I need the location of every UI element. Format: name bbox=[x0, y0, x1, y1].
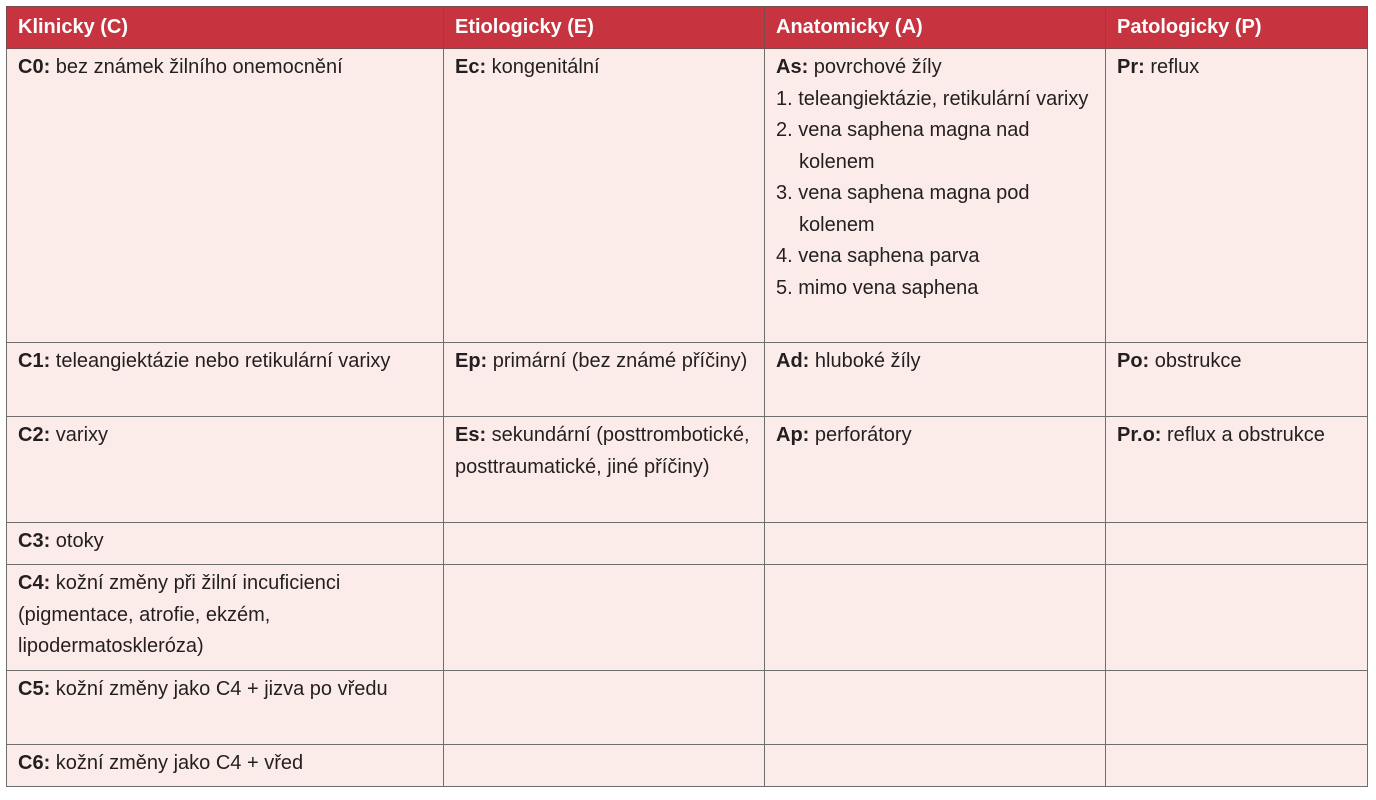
cell-etiological bbox=[444, 343, 765, 417]
cell-text: perforátory bbox=[809, 424, 912, 446]
cell-pathological bbox=[1106, 417, 1368, 523]
cell-text: kožní změny jako C4 + jizva po vředu bbox=[50, 678, 388, 700]
table-body bbox=[7, 49, 1368, 787]
cell-text: teleangiektázie nebo retikulární varixy bbox=[50, 350, 391, 372]
cell-code: C2: bbox=[18, 424, 51, 446]
cell-clinical bbox=[7, 565, 444, 671]
list-item: 4. vena saphena parva bbox=[776, 245, 980, 267]
cell-pathological-empty bbox=[1106, 745, 1368, 787]
cell-text: hluboké žíly bbox=[809, 350, 921, 372]
cell-etiological-empty bbox=[444, 745, 765, 787]
cell-anatomical-empty bbox=[765, 745, 1106, 787]
cell-pathological bbox=[1106, 343, 1368, 417]
cell-text: sekundární (posttrombotické, posttraumatické, jiné příčiny) bbox=[455, 424, 750, 478]
cell-text: kožní změny při žilní incuficienci (pigmentace, atrofie, ekzém, lipodermatoskleróza) bbox=[18, 572, 341, 657]
list-item: 1. teleangiektázie, retikulární varixy bbox=[776, 87, 1089, 110]
cell-pathological-empty bbox=[1106, 565, 1368, 671]
cell-clinical bbox=[7, 671, 444, 745]
table-row bbox=[7, 417, 1368, 523]
ceap-classification-table-wrapper bbox=[6, 6, 1367, 787]
cell-clinical bbox=[7, 745, 444, 787]
table-row bbox=[7, 671, 1368, 745]
cell-code: C5: bbox=[18, 678, 51, 700]
cell-text: varixy bbox=[50, 424, 109, 446]
header-etiological: Etiologicky (E) bbox=[444, 7, 765, 49]
ceap-classification-table bbox=[6, 6, 1368, 787]
cell-text: kožní změny jako C4 + vřed bbox=[50, 752, 304, 774]
cell-etiological-empty bbox=[444, 523, 765, 565]
cell-clinical bbox=[7, 523, 444, 565]
table-row bbox=[7, 745, 1368, 787]
cell-anatomical-empty bbox=[765, 671, 1106, 745]
cell-code: Ep: bbox=[455, 350, 488, 372]
cell-code: Ad: bbox=[776, 350, 810, 372]
cell-text: povrchové žíly bbox=[808, 56, 942, 78]
cell-text: reflux bbox=[1144, 56, 1200, 78]
list-item: 3. vena saphena magna pod kolenem bbox=[776, 182, 1030, 236]
cell-code: Pr: bbox=[1117, 56, 1145, 78]
cell-code: Pr.o: bbox=[1117, 424, 1162, 446]
cell-code: C4: bbox=[18, 572, 51, 594]
cell-anatomical bbox=[765, 49, 1106, 343]
cell-text: kongenitální bbox=[486, 56, 600, 78]
cell-text: bez známek žilního onemocnění bbox=[50, 56, 343, 78]
list-item: 5. mimo vena saphena bbox=[776, 276, 979, 299]
cell-clinical bbox=[7, 343, 444, 417]
header-clinical: Klinicky (C) bbox=[7, 7, 444, 49]
cell-code: As: bbox=[776, 56, 809, 78]
cell-clinical bbox=[7, 417, 444, 523]
cell-pathological-empty bbox=[1106, 671, 1368, 745]
cell-pathological bbox=[1106, 49, 1368, 343]
cell-code: C6: bbox=[18, 752, 51, 774]
superficial-veins-list bbox=[776, 84, 1094, 305]
header-anatomical: Anatomicky (A) bbox=[765, 7, 1106, 49]
cell-text: primární (bez známé příčiny) bbox=[487, 350, 748, 372]
table-row bbox=[7, 523, 1368, 565]
cell-anatomical bbox=[765, 343, 1106, 417]
header-pathological: Patologicky (P) bbox=[1106, 7, 1368, 49]
cell-code: Po: bbox=[1117, 350, 1150, 372]
list-item: 2. vena saphena magna nad kolenem bbox=[776, 119, 1030, 173]
cell-text: otoky bbox=[50, 530, 104, 552]
cell-code: C0: bbox=[18, 56, 51, 78]
header-row bbox=[7, 7, 1368, 49]
cell-anatomical bbox=[765, 417, 1106, 523]
cell-code: Ec: bbox=[455, 56, 487, 78]
table-row bbox=[7, 565, 1368, 671]
table-header bbox=[7, 7, 1368, 49]
cell-code: C3: bbox=[18, 530, 51, 552]
cell-code: Es: bbox=[455, 424, 487, 446]
cell-clinical bbox=[7, 49, 444, 343]
cell-etiological bbox=[444, 49, 765, 343]
cell-anatomical-empty bbox=[765, 565, 1106, 671]
cell-text: reflux a obstrukce bbox=[1161, 424, 1325, 446]
cell-etiological-empty bbox=[444, 671, 765, 745]
cell-etiological bbox=[444, 417, 765, 523]
table-row bbox=[7, 49, 1368, 343]
cell-etiological-empty bbox=[444, 565, 765, 671]
cell-anatomical-empty bbox=[765, 523, 1106, 565]
cell-text: obstrukce bbox=[1149, 350, 1242, 372]
cell-code: C1: bbox=[18, 350, 51, 372]
cell-code: Ap: bbox=[776, 424, 810, 446]
table-row bbox=[7, 343, 1368, 417]
cell-pathological-empty bbox=[1106, 523, 1368, 565]
